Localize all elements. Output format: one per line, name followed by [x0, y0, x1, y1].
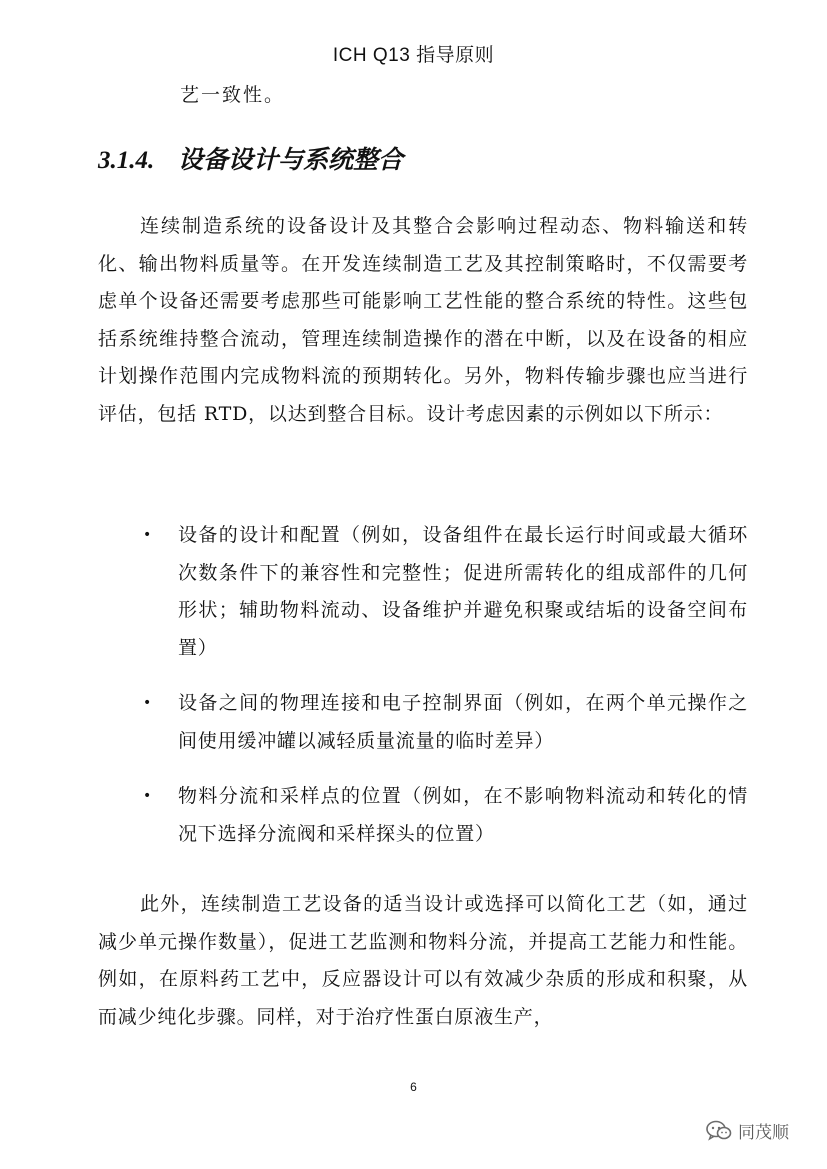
- bullet-marker: •: [143, 788, 153, 804]
- section-heading: [98, 140, 403, 176]
- list-item: [98, 685, 748, 760]
- bullet-marker: •: [143, 527, 153, 543]
- bullet-list: [98, 517, 748, 871]
- page-number: 6: [410, 1080, 417, 1094]
- list-item-text: 物料分流和采样点的位置（例如，在不影响物料流动和转化的情况下选择分流阀和采样探头的位置）: [178, 785, 748, 845]
- body-paragraph: 此外，连续制造工艺设备的适当设计或选择可以简化工艺（如，通过减少单元操作数量），促进工艺监测和物料分流，并提高工艺能力和性能。例如，在原料药工艺中，反应器设计可以有效减少杂质的形成和积聚，从而减少纯化步骤。同样，对于治疗性蛋白原液生产，: [98, 893, 748, 1028]
- list-item-text: 设备的设计和配置（例如，设备组件在最长运行时间或最大循环次数条件下的兼容性和完整性；促进所需转化的组成部件的几何形状；辅助物料流动、设备维护并避免积聚或结垢的设备空间布置）: [178, 524, 748, 659]
- bullet-marker: •: [143, 695, 153, 711]
- carryover-text: 艺一致性。: [180, 84, 286, 106]
- section-title: 设备设计与系统整合: [178, 145, 404, 174]
- wechat-icon: [706, 1120, 732, 1142]
- list-item-text: 设备之间的物理连接和电子控制界面（例如，在两个单元操作之间使用缓冲罐以减轻质量流量的临时差异）: [178, 692, 748, 752]
- page-header: ICH Q13 指导原则: [332, 45, 495, 66]
- body-paragraph: 连续制造系统的设备设计及其整合会影响过程动态、物料输送和转化、输出物料质量等。在开发连续制造工艺及其控制策略时，不仅需要考虑单个设备还需要考虑那些可能影响工艺性能的整合系统的特性。这些包括系统维持整合流动，管理连续制造操作的潜在中断，以及在设备的相应计划操作范围内完成物料流的预期转化。另外，物料传输步骤也应当进行评估，包括 RTD，以达到整合目标。设计考虑因素的示例如以下所示：: [98, 215, 748, 425]
- list-item: [98, 778, 748, 853]
- list-item: [98, 517, 748, 667]
- watermark-text: 同茂顺: [738, 1123, 789, 1143]
- section-number: 3.1.4.: [98, 147, 155, 174]
- watermark: [706, 1118, 789, 1143]
